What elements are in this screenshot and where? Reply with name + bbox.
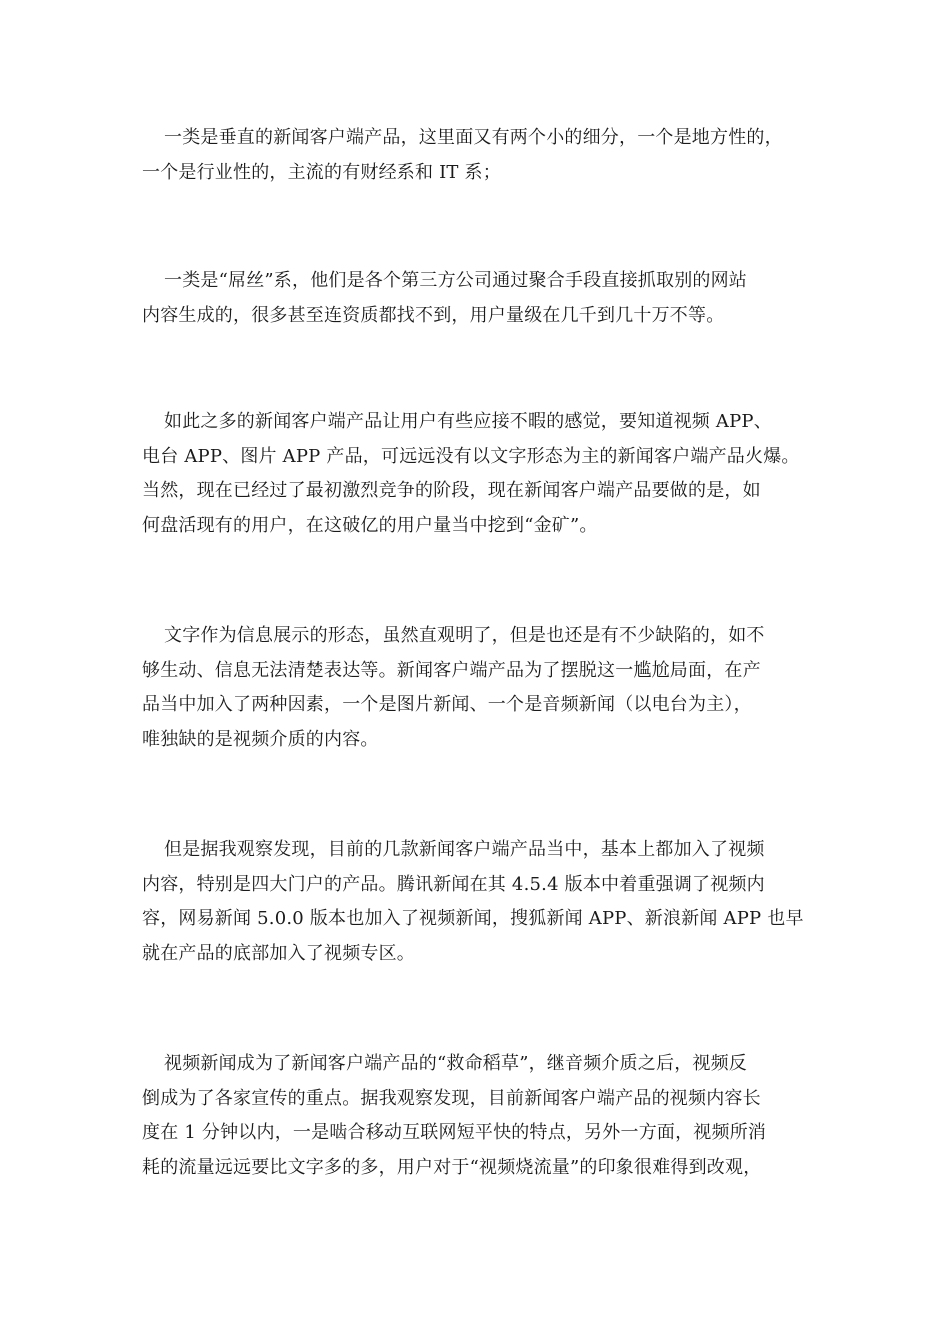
paragraph-3 bbox=[142, 405, 810, 543]
text-line: 文字作为信息展示的形态，虽然直观明了，但是也还是有不少缺陷的，如不 bbox=[164, 625, 765, 646]
text-line: 品当中加入了两种因素，一个是图片新闻、一个是音频新闻（以电台为主）， bbox=[142, 694, 752, 715]
paragraph-2 bbox=[142, 264, 810, 333]
paragraph-1 bbox=[142, 121, 810, 190]
text-line: 度在 1 分钟以内，一是啮合移动互联网短平快的特点，另外一方面，视频所消 bbox=[142, 1122, 767, 1143]
text-line: 唯独缺的是视频介质的内容。 bbox=[142, 728, 379, 750]
text-line: 一个是行业性的，主流的有财经系和 IT 系； bbox=[142, 161, 501, 183]
text-line: 何盘活现有的用户，在这破亿的用户量当中挖到“金矿”。 bbox=[142, 514, 598, 536]
text-line: 但是据我观察发现，目前的几款新闻客户端产品当中，基本上都加入了视频 bbox=[164, 839, 765, 860]
paragraph-4 bbox=[142, 619, 810, 757]
text-line: 够生动、信息无法清楚表达等。新闻客户端产品为了摆脱这一尴尬局面，在产 bbox=[142, 659, 761, 681]
text-line: 容，网易新闻 5.0.0 版本也加入了视频新闻，搜狐新闻 APP、新浪新闻 APP 也早 bbox=[142, 908, 804, 929]
text-line: 电台 APP、图片 APP 产品，可远远没有以文字形态为主的新闻客户端产品火爆。 bbox=[142, 445, 800, 467]
text-line: 内容生成的，很多甚至连资质都找不到，用户量级在几千到几十万不等。 bbox=[142, 304, 725, 326]
text-line: 内容，特别是四大门户的产品。腾讯新闻在其 4.5.4 版本中着重强调了视频内 bbox=[142, 873, 765, 895]
text-line: 一类是垂直的新闻客户端产品，这里面又有两个小的细分，一个是地方性的， bbox=[164, 127, 783, 148]
text-line: 耗的流量远远要比文字多的多，用户对于“视频烧流量”的印象很难得到改观， bbox=[142, 1156, 762, 1178]
text-line: 视频新闻成为了新闻客户端产品的“救命稻草”，继音频介质之后，视频反 bbox=[164, 1053, 748, 1074]
text-line: 倒成为了各家宣传的重点。据我观察发现，目前新闻客户端产品的视频内容长 bbox=[142, 1087, 761, 1109]
paragraph-5 bbox=[142, 833, 810, 971]
text-line: 就在产品的底部加入了视频专区。 bbox=[142, 942, 415, 964]
text-line: 一类是“屌丝”系，他们是各个第三方公司通过聚合手段直接抓取别的网站 bbox=[164, 270, 748, 291]
paragraph-6 bbox=[142, 1047, 810, 1185]
text-line: 当然，现在已经过了最初激烈竞争的阶段，现在新闻客户端产品要做的是，如 bbox=[142, 480, 761, 501]
text-line: 如此之多的新闻客户端产品让用户有些应接不暇的感觉，要知道视频 APP、 bbox=[164, 411, 772, 432]
